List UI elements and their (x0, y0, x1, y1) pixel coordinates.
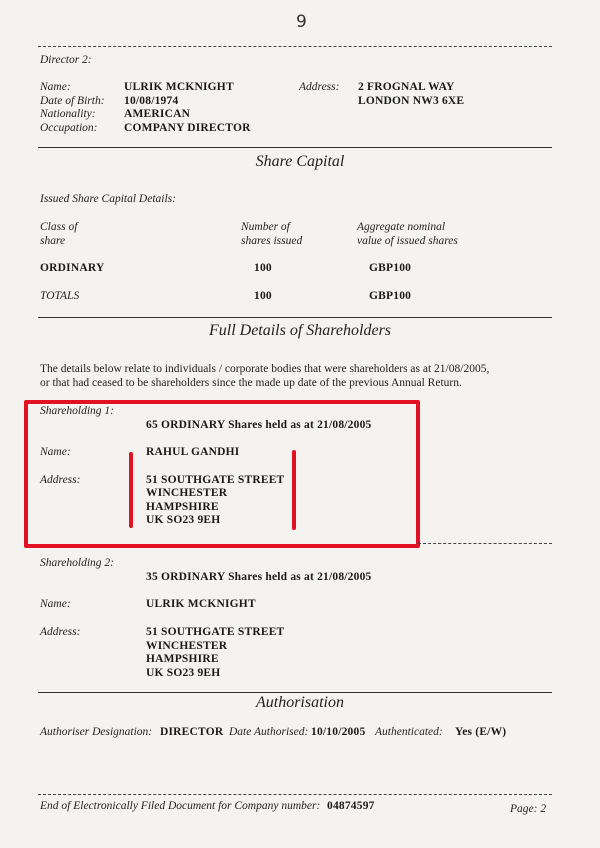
authenticated-value: Yes (E/W) (455, 726, 507, 738)
divider (38, 692, 552, 693)
shareholding2-address-line4: UK SO23 9EH (146, 667, 221, 679)
shareholding1-address-line1: 51 SOUTHGATE STREET (146, 474, 285, 486)
shareholding2-address-line1: 51 SOUTHGATE STREET (146, 626, 285, 638)
shareholding1-name: RAHUL GANDHI (146, 446, 240, 458)
occupation-label: Occupation: (40, 122, 98, 134)
share-capital-heading: Share Capital (255, 153, 345, 170)
director-occupation: COMPANY DIRECTOR (124, 122, 251, 134)
issued-capital-label: Issued Share Capital Details: (40, 193, 176, 205)
share-class-value: ORDINARY (40, 262, 105, 274)
totals-value: GBP100 (369, 290, 412, 302)
col-number-header-1: Number of (241, 221, 290, 233)
totals-number: 100 (254, 290, 272, 302)
shareholding2-address-line3: HAMPSHIRE (146, 653, 219, 665)
nationality-label: Nationality: (40, 108, 96, 120)
director-address-line2: LONDON NW3 6XE (358, 95, 465, 107)
highlight-box (24, 400, 420, 548)
handwritten-page-number: 9 (296, 12, 307, 32)
shareholding2-name: ULRIK MCKNIGHT (146, 598, 256, 610)
col-value-header-2: value of issued shares (357, 235, 458, 247)
highlight-mark-right (292, 450, 296, 530)
shareholding2-address-label: Address: (40, 626, 81, 638)
col-number-header-2: shares issued (241, 235, 303, 247)
director-dob: 10/08/1974 (124, 95, 179, 107)
shareholding1-shares: 65 ORDINARY Shares held as at 21/08/2005 (146, 419, 372, 431)
authenticated-label: Authenticated: (375, 726, 443, 738)
designation-value: DIRECTOR (160, 726, 224, 738)
footer-text: End of Electronically Filed Document for Company number: (40, 800, 321, 812)
shareholding1-address-label: Address: (40, 474, 81, 486)
highlight-mark-left (129, 452, 133, 528)
col-value-header-1: Aggregate nominal (357, 221, 446, 233)
shareholding2-address-line2: WINCHESTER (146, 640, 228, 652)
footer-company-number: 04874597 (327, 800, 375, 812)
name-label: Name: (40, 81, 71, 93)
shareholding1-address-line4: UK SO23 9EH (146, 514, 221, 526)
director-nationality: AMERICAN (124, 108, 191, 120)
shareholding1-address-line2: WINCHESTER (146, 487, 228, 499)
director-section-label: Director 2: (40, 54, 92, 66)
divider (38, 317, 552, 318)
divider (38, 46, 552, 47)
shareholding2-label: Shareholding 2: (40, 557, 114, 569)
designation-label: Authoriser Designation: (40, 726, 153, 738)
authorisation-heading: Authorisation (255, 694, 344, 711)
director-name: ULRIK MCKNIGHT (124, 81, 234, 93)
shareholding1-label: Shareholding 1: (40, 405, 114, 417)
col-class-header-1: Class of (40, 221, 78, 233)
col-class-header-2: share (40, 235, 66, 247)
date-authorised-value: 10/10/2005 (311, 726, 366, 738)
totals-label: TOTALS (40, 290, 80, 302)
address-label: Address: (299, 81, 340, 93)
shareholders-intro-line2: or that had ceased to be shareholders since the made up date of the previous Annual Return. (40, 377, 462, 389)
shareholding2-shares: 35 ORDINARY Shares held as at 21/08/2005 (146, 571, 372, 583)
shares-issued-value: 100 (254, 262, 272, 274)
shareholding2-name-label: Name: (40, 598, 71, 610)
date-authorised-label: Date Authorised: (229, 726, 309, 738)
divider (38, 147, 552, 148)
divider (418, 543, 552, 544)
shareholding1-address-line3: HAMPSHIRE (146, 501, 219, 513)
footer-page-number: Page: 2 (510, 803, 547, 815)
shareholders-heading: Full Details of Shareholders (208, 322, 392, 339)
nominal-value: GBP100 (369, 262, 412, 274)
shareholding1-name-label: Name: (40, 446, 71, 458)
divider (38, 794, 552, 795)
dob-label: Date of Birth: (40, 95, 105, 107)
director-address-line1: 2 FROGNAL WAY (358, 81, 455, 93)
shareholders-intro-line1: The details below relate to individuals / corporate bodies that were shareholders as at 21/08/2005, (40, 363, 490, 375)
